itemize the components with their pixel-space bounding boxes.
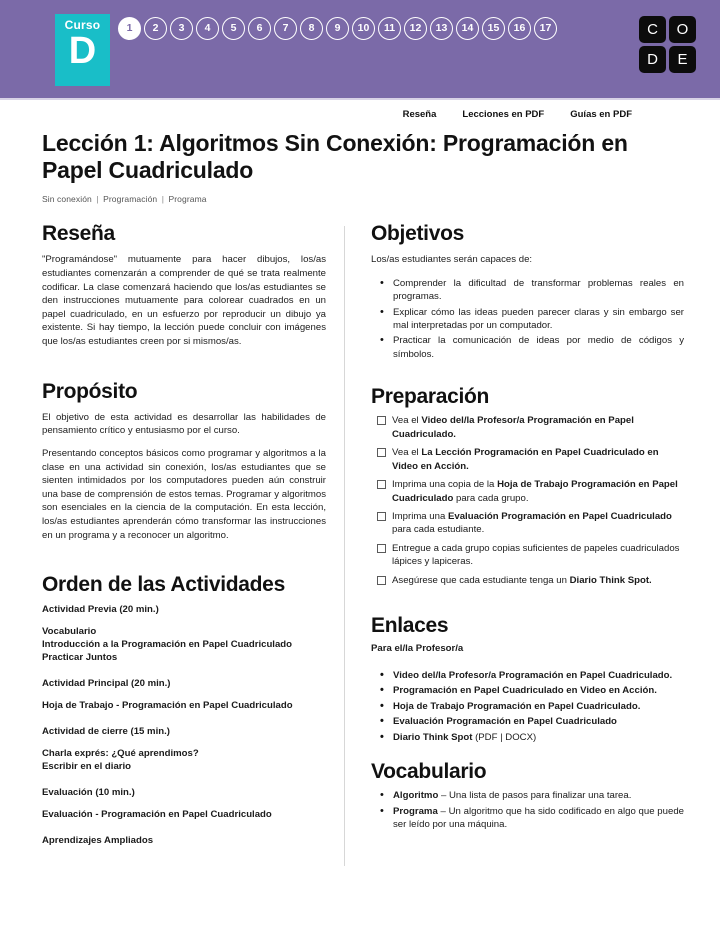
lesson-circle-16[interactable]: 16	[508, 17, 531, 40]
activity-group	[42, 726, 326, 774]
spacer	[42, 551, 326, 573]
heading-enlaces: Enlaces	[371, 614, 449, 638]
lesson-circle-10[interactable]: 10	[352, 17, 375, 40]
preparacion-item-emphasis: Evaluación Programación en Papel Cuadriculado	[447, 510, 672, 522]
activity-group-heading: Evaluación (10 min.)	[42, 786, 135, 798]
logo-tile-e: E	[669, 46, 696, 73]
activity-group-heading: Actividad de cierre (15 min.)	[42, 725, 170, 737]
activity-group-heading: Actividad Previa (20 min.)	[42, 604, 159, 616]
spacer	[371, 656, 684, 669]
left-column	[24, 222, 344, 847]
lesson-circle-3[interactable]: 3	[170, 17, 193, 40]
tag-list	[42, 194, 678, 204]
activity-group	[42, 604, 326, 665]
course-header-bar	[0, 0, 720, 100]
document-links-row	[0, 100, 720, 127]
preparacion-item-emphasis: Diario Think Spot.	[569, 574, 652, 586]
activities-list	[42, 604, 326, 847]
objetivo-item: • Explicar cómo las ideas pueden parecer claras y sin embargo ser mal interpretadas por un computador.	[393, 306, 684, 333]
vocabulario-list	[371, 789, 684, 831]
preparacion-item-emphasis: La Lección Programación en Papel Cuadriculado en Video en Acción.	[392, 447, 659, 472]
tag-3[interactable]: Programa	[168, 194, 207, 205]
activity-group	[42, 787, 326, 822]
course-badge[interactable]	[55, 14, 110, 86]
lesson-circle-12[interactable]: 12	[404, 17, 427, 40]
activity-group	[42, 678, 326, 713]
tag-1[interactable]: Sin conexión	[42, 194, 92, 205]
enlace-item[interactable]: • Hoja de Trabajo Programación en Papel Cuadriculado.	[393, 700, 684, 713]
enlaces-subheading: Para el/la Profesor/a	[371, 643, 464, 655]
activity-item[interactable]: Practicar Juntos	[42, 652, 118, 664]
lesson-circle-2[interactable]: 2	[144, 17, 167, 40]
resena-paragraph: "Programándose" mutuamente para hacer dibujos, los/as estudiantes comenzarán a comprender de qué se trata realmente codificar. La clase comenzará haciendo que los/as estudiantes se den instrucciones mutuamente para colorear cuadrados en un papel cuadriculado, en un esfuerzo por reproducir un dibujo ya existente. Si hay tiempo, la lección puede concluir con imágenes que los/as estudiantes creen por si mismos/as.	[42, 254, 326, 347]
heading-resena: Reseña	[42, 222, 115, 246]
activity-item[interactable]: Escribir en el diario	[42, 760, 132, 772]
logo-tile-o: O	[669, 16, 696, 43]
logo-tile-d: D	[639, 46, 666, 73]
preparacion-item-emphasis: Hoja de Trabajo Programación en Papel Cuadriculado	[392, 479, 678, 504]
lesson-circle-5[interactable]: 5	[222, 17, 245, 40]
heading-orden-actividades: Orden de las Actividades	[42, 573, 285, 597]
preparacion-checklist	[371, 414, 684, 587]
proposito-paragraph-2: Presentando conceptos básicos como programar y algoritmos a la clase en una actividad sin conexión, los/as estudiantes que se sienten intimidados por los computadores pueden aún construir una base de comprensión de estos temas. Programar y algoritmos son esenciales en la ciencia de la computación. En esta lección, los/as estudiantes aprenderán cómo transformar las instrucciones en un programa y a reconocer un algoritmo.	[42, 447, 326, 541]
preparacion-item[interactable]: Vea el Video del/la Profesor/a Programación en Papel Cuadriculado.	[392, 414, 684, 441]
objetivos-lead: Los/as estudiantes serán capaces de:	[371, 254, 533, 266]
course-header-inner	[55, 14, 696, 90]
lesson-circle-6[interactable]: 6	[248, 17, 271, 40]
course-badge-letter: D	[68, 30, 97, 72]
vocabulario-term: Programa	[393, 805, 438, 817]
spacer	[371, 746, 684, 760]
enlace-item[interactable]: • Programación en Papel Cuadriculado en Video en Acción.	[393, 684, 684, 697]
objetivo-item: • Practicar la comunicación de ideas por medio de códigos y símbolos.	[393, 334, 684, 361]
lesson-circle-15[interactable]: 15	[482, 17, 505, 40]
activity-group-heading: Actividad Principal (20 min.)	[42, 678, 171, 690]
tag-separator: |	[159, 194, 167, 205]
spacer	[42, 739, 326, 748]
lesson-circle-11[interactable]: 11	[378, 17, 401, 40]
vocabulario-item: • Algoritmo – Una lista de pasos para finalizar una tarea.	[393, 789, 684, 802]
content-columns	[0, 204, 720, 866]
proposito-paragraph-1: El objetivo de esta actividad es desarrollar las habilidades de pensamiento crítico y entusiasmo por el curso.	[42, 411, 326, 437]
activity-item[interactable]: Charla exprés: ¿Qué aprendimos?	[42, 747, 199, 759]
spacer	[42, 691, 326, 700]
enlaces-list	[371, 669, 684, 744]
lesson-circle-8[interactable]: 8	[300, 17, 323, 40]
course-badge-label: Curso	[64, 18, 101, 32]
spacer	[42, 617, 326, 626]
tag-separator: |	[93, 194, 102, 205]
objetivo-item: • Comprender la dificultad de transformar problemas reales en programas.	[393, 277, 684, 304]
vocabulario-item: • Programa – Un algoritmo que ha sido codificado en algo que puede ser leído por una máquina.	[393, 805, 684, 832]
lesson-circle-4[interactable]: 4	[196, 17, 219, 40]
preparacion-item-emphasis: Video del/la Profesor/a Programación en Papel Cuadriculado.	[392, 415, 634, 440]
page-title: Lección 1: Algoritmos Sin Conexión: Programación en Papel Cuadriculado	[42, 130, 628, 184]
preparacion-item[interactable]: Entregue a cada grupo copias suficientes de papeles cuadriculados lápices y lapiceras.	[392, 542, 684, 569]
lesson-circle-14[interactable]: 14	[456, 17, 479, 40]
lesson-circle-1[interactable]: 1	[118, 17, 141, 40]
enlace-item[interactable]: • Diario Think Spot (PDF | DOCX)	[393, 731, 684, 744]
tag-2[interactable]: Programación	[103, 194, 158, 205]
preparacion-item[interactable]: Vea el La Lección Programación en Papel Cuadriculado en Video en Acción.	[392, 446, 684, 473]
link-guias-pdf[interactable]: Guías en PDF	[570, 109, 632, 120]
activity-item[interactable]: Hoja de Trabajo - Programación en Papel Cuadriculado	[42, 699, 293, 711]
heading-preparacion: Preparación	[371, 385, 490, 409]
link-lecciones-pdf[interactable]: Lecciones en PDF	[462, 109, 545, 120]
spacer	[42, 358, 326, 380]
enlace-item[interactable]: • Video del/la Profesor/a Programación en Papel Cuadriculado.	[393, 669, 684, 682]
lesson-circle-9[interactable]: 9	[326, 17, 349, 40]
spacer	[371, 592, 684, 614]
lesson-circle-13[interactable]: 13	[430, 17, 453, 40]
preparacion-item[interactable]: Imprima una copia de la Hoja de Trabajo Programación en Papel Cuadriculado para cada grupo.	[392, 478, 684, 505]
activity-group	[42, 835, 326, 848]
lesson-number-nav	[118, 14, 588, 40]
code-org-logo[interactable]	[639, 14, 696, 73]
activity-item[interactable]: Introducción a la Programación en Papel Cuadriculado	[42, 639, 293, 651]
preparacion-item[interactable]: Imprima una Evaluación Programación en Papel Cuadriculado para cada estudiante.	[392, 510, 684, 537]
heading-vocabulario: Vocabulario	[371, 760, 487, 784]
spacer	[42, 800, 326, 809]
activity-item[interactable]: Evaluación - Programación en Papel Cuadriculado	[42, 808, 272, 820]
title-block	[0, 127, 720, 204]
objetivos-list	[371, 277, 684, 362]
spacer	[371, 363, 684, 385]
heading-proposito: Propósito	[42, 379, 138, 403]
lesson-circle-17[interactable]: 17	[534, 17, 557, 40]
activity-item[interactable]: Vocabulario	[42, 626, 97, 638]
link-resena[interactable]: Reseña	[402, 109, 437, 120]
preparacion-item[interactable]: Asegúrese que cada estudiante tenga un Diario Think Spot.	[392, 574, 684, 587]
right-column	[345, 222, 696, 833]
enlace-item[interactable]: • Evaluación Programación en Papel Cuadriculado	[393, 715, 684, 728]
lesson-circle-7[interactable]: 7	[274, 17, 297, 40]
vocabulario-term: Algoritmo	[393, 790, 439, 802]
logo-tile-c: C	[639, 16, 666, 43]
enlace-item-formats: (PDF | DOCX)	[472, 731, 537, 743]
activity-group-heading: Aprendizajes Ampliados	[42, 834, 154, 846]
heading-objetivos: Objetivos	[371, 222, 464, 246]
